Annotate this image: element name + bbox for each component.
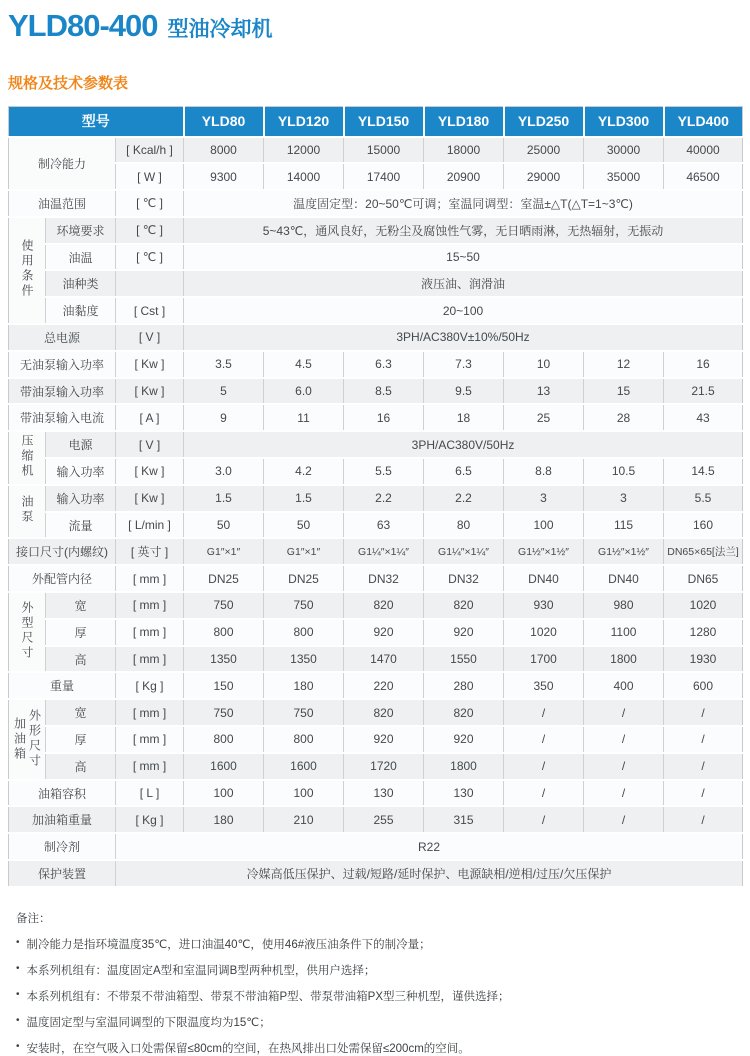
- value-cell: 9300: [184, 163, 264, 190]
- unit-cell: [ mm ]: [116, 619, 184, 646]
- row-label: 宽: [46, 592, 116, 619]
- value-cell: 46500: [664, 163, 743, 190]
- group-label: 使用条件: [20, 238, 34, 299]
- value-cell: 5: [184, 378, 264, 405]
- header-model-yld120: YLD120: [264, 107, 344, 137]
- group-label-tank: 加油箱: [12, 716, 27, 762]
- value-cell: 5.5: [344, 458, 424, 485]
- page-subtitle: 规格及技术参数表: [8, 75, 129, 92]
- note-item: [16, 1014, 742, 1030]
- value-cell: 20900: [424, 163, 504, 190]
- row-label: 制冷能力: [9, 137, 116, 191]
- value-cell: 11: [264, 404, 344, 431]
- value-cell: 14.5: [664, 458, 743, 485]
- value-cell: G1¼″×1¼″: [424, 538, 504, 565]
- value-cell: 12000: [264, 137, 344, 164]
- value-cell: /: [504, 726, 584, 753]
- group-outer-dimensions: [9, 592, 46, 672]
- row-main-power: [9, 324, 743, 351]
- value-cell: G1½″×1½″: [504, 538, 584, 565]
- note-text: 本系列机组有：温度固定A型和室温同调B型两种机型，供用户选择；: [26, 964, 376, 977]
- value-cell: /: [584, 780, 664, 807]
- value-cell: 8.8: [504, 458, 584, 485]
- unit-cell: [ ℃ ]: [116, 244, 184, 271]
- unit-cell: [116, 270, 184, 297]
- value-cell: G1¼″×1¼″: [344, 538, 424, 565]
- unit-cell: [ A ]: [116, 404, 184, 431]
- value-cell: 400: [584, 672, 664, 699]
- value-cell: 350: [504, 672, 584, 699]
- value-cell: 15000: [344, 137, 424, 164]
- row-label: 加油箱重量: [9, 806, 116, 833]
- value-cell: 1720: [344, 753, 424, 780]
- unit-cell: [ mm ]: [116, 592, 184, 619]
- span-value-cell: 3PH/AC380V/50Hz: [184, 431, 743, 458]
- unit-cell: [ V ]: [116, 324, 184, 351]
- row-input-current-with-pump: [9, 404, 743, 431]
- row-label: 高: [46, 646, 116, 673]
- value-cell: DN40: [584, 565, 664, 592]
- value-cell: 750: [184, 592, 264, 619]
- value-cell: 3: [504, 485, 584, 512]
- value-cell: /: [504, 753, 584, 780]
- row-label: 输入功率: [46, 458, 116, 485]
- row-label: 油箱容积: [9, 780, 116, 807]
- value-cell: 750: [184, 699, 264, 726]
- group-label-dims: 外形尺寸: [27, 709, 42, 770]
- unit-cell: [ Kw ]: [116, 378, 184, 405]
- value-cell: /: [504, 780, 584, 807]
- value-cell: 1350: [184, 646, 264, 673]
- row-tank-dim-height: [9, 753, 743, 780]
- row-label: 无油泵输入功率: [9, 351, 116, 378]
- value-cell: /: [584, 699, 664, 726]
- unit-cell: [ 英寸 ]: [116, 538, 184, 565]
- value-cell: 220: [344, 672, 424, 699]
- row-dim-height: [9, 646, 743, 673]
- value-cell: 255: [344, 806, 424, 833]
- value-cell: 800: [184, 619, 264, 646]
- value-cell: 1800: [424, 753, 504, 780]
- value-cell: 18: [424, 404, 504, 431]
- row-oil-temp: [9, 244, 743, 271]
- value-cell: 100: [264, 780, 344, 807]
- row-oil-viscosity: [9, 297, 743, 324]
- span-value-cell: 20~100: [184, 297, 743, 324]
- value-cell: 130: [424, 780, 504, 807]
- value-cell: 150: [184, 672, 264, 699]
- value-cell: /: [664, 780, 743, 807]
- row-label: 厚: [46, 726, 116, 753]
- row-label: 高: [46, 753, 116, 780]
- value-cell: 16: [344, 404, 424, 431]
- bullet-icon: •: [16, 962, 20, 974]
- note-item: [16, 962, 742, 978]
- row-compressor-power: [9, 431, 743, 458]
- value-cell: 16: [664, 351, 743, 378]
- value-cell: 160: [664, 512, 743, 539]
- row-label: 接口尺寸(内螺纹): [9, 538, 116, 565]
- row-label: 带油泵输入功率: [9, 378, 116, 405]
- row-oilpump-flow: [9, 512, 743, 539]
- value-cell: 1.5: [264, 485, 344, 512]
- header-model-yld80: YLD80: [184, 107, 264, 137]
- group-oil-pump: [9, 485, 46, 539]
- value-cell: 3.5: [184, 351, 264, 378]
- row-label: 保护装置: [9, 860, 116, 887]
- row-label: 油温: [46, 244, 116, 271]
- unit-cell: [ L/min ]: [116, 512, 184, 539]
- value-cell: /: [664, 806, 743, 833]
- value-cell: 820: [344, 592, 424, 619]
- unit-cell: [ Kw ]: [116, 351, 184, 378]
- row-label: 厚: [46, 619, 116, 646]
- value-cell: 920: [424, 726, 504, 753]
- value-cell: 920: [344, 619, 424, 646]
- span-value-cell: 15~50: [184, 244, 743, 271]
- spec-table: [8, 106, 743, 888]
- value-cell: 9: [184, 404, 264, 431]
- unit-cell: [ Kw ]: [116, 485, 184, 512]
- value-cell: 1020: [664, 592, 743, 619]
- note-text: 温度固定型与室温同调型的下限温度均为15℃；: [26, 1016, 271, 1029]
- value-cell: 50: [264, 512, 344, 539]
- value-cell: 820: [344, 699, 424, 726]
- value-cell: 13: [504, 378, 584, 405]
- header-model-yld150: YLD150: [344, 107, 424, 137]
- span-value-cell: R22: [116, 833, 743, 860]
- row-label: 带油泵输入电流: [9, 404, 116, 431]
- unit-cell: [ mm ]: [116, 726, 184, 753]
- row-label: 油温范围: [9, 190, 116, 217]
- value-cell: 25: [504, 404, 584, 431]
- value-cell: DN65×65[法兰]: [664, 538, 743, 565]
- span-value-cell: 温度固定型：20~50℃可调；室温同调型：室温±△T(△T=1~3℃): [184, 190, 743, 217]
- value-cell: G1″×1″: [264, 538, 344, 565]
- page-title: [8, 8, 742, 44]
- row-label: 外配管内径: [9, 565, 116, 592]
- value-cell: 8000: [184, 137, 264, 164]
- row-label: 重量: [9, 672, 116, 699]
- unit-cell: [ V ]: [116, 431, 184, 458]
- value-cell: 180: [264, 672, 344, 699]
- header-model-label: 型号: [9, 107, 184, 137]
- value-cell: 14000: [264, 163, 344, 190]
- value-cell: DN25: [264, 565, 344, 592]
- value-cell: DN32: [424, 565, 504, 592]
- value-cell: DN40: [504, 565, 584, 592]
- notes-title: 备注：: [16, 912, 51, 925]
- value-cell: 63: [344, 512, 424, 539]
- group-compressor: [9, 431, 46, 485]
- value-cell: 29000: [504, 163, 584, 190]
- row-outer-pipe-diameter: [9, 565, 743, 592]
- row-oilpump-input-power: [9, 485, 743, 512]
- value-cell: 5.5: [664, 485, 743, 512]
- value-cell: /: [584, 806, 664, 833]
- value-cell: 1100: [584, 619, 664, 646]
- value-cell: /: [584, 726, 664, 753]
- value-cell: 40000: [664, 137, 743, 164]
- header-model-yld400: YLD400: [664, 107, 743, 137]
- unit-cell: [ mm ]: [116, 753, 184, 780]
- value-cell: 28: [584, 404, 664, 431]
- row-protection-devices: [9, 860, 743, 887]
- value-cell: 920: [344, 726, 424, 753]
- value-cell: 6.0: [264, 378, 344, 405]
- value-cell: 1.5: [184, 485, 264, 512]
- value-cell: 210: [264, 806, 344, 833]
- value-cell: 50: [184, 512, 264, 539]
- value-cell: 100: [504, 512, 584, 539]
- value-cell: 2.2: [344, 485, 424, 512]
- value-cell: 315: [424, 806, 504, 833]
- row-dim-width: [9, 592, 743, 619]
- value-cell: 1020: [504, 619, 584, 646]
- value-cell: 1470: [344, 646, 424, 673]
- value-cell: 9.5: [424, 378, 504, 405]
- bullet-icon: •: [16, 1040, 20, 1052]
- value-cell: 1800: [584, 646, 664, 673]
- note-item: [16, 988, 742, 1004]
- row-tank-volume: [9, 780, 743, 807]
- row-weight: [9, 672, 743, 699]
- row-label: 宽: [46, 699, 116, 726]
- value-cell: 21.5: [664, 378, 743, 405]
- unit-cell: [ W ]: [116, 163, 184, 190]
- note-text: 本系列机组有：不带泵不带油箱型、带泵不带油箱P型、带泵带油箱PX型三种机型，谨供选择；: [26, 990, 510, 1003]
- row-refrigerant: [9, 833, 743, 860]
- row-label: 输入功率: [46, 485, 116, 512]
- span-value-cell: 3PH/AC380V±10%/50Hz: [184, 324, 743, 351]
- value-cell: 4.2: [264, 458, 344, 485]
- value-cell: 750: [264, 699, 344, 726]
- value-cell: 115: [584, 512, 664, 539]
- value-cell: 1350: [264, 646, 344, 673]
- value-cell: 800: [264, 619, 344, 646]
- unit-cell: [ Cst ]: [116, 297, 184, 324]
- value-cell: 800: [184, 726, 264, 753]
- row-oil-type: [9, 270, 743, 297]
- row-label: 油黏度: [46, 297, 116, 324]
- value-cell: 1930: [664, 646, 743, 673]
- value-cell: 43: [664, 404, 743, 431]
- row-tank-dim-depth: [9, 726, 743, 753]
- span-value-cell: 液压油、润滑油: [184, 270, 743, 297]
- value-cell: G1½″×1½″: [584, 538, 664, 565]
- value-cell: 8.5: [344, 378, 424, 405]
- value-cell: DN65: [664, 565, 743, 592]
- group-label: 油泵: [20, 495, 34, 526]
- group-usage-conditions: [9, 217, 46, 324]
- value-cell: /: [504, 806, 584, 833]
- value-cell: 2.2: [424, 485, 504, 512]
- value-cell: 100: [184, 780, 264, 807]
- note-text: 安装时，在空气吸入口处需保留≤80cm的空间，在热风排出口处需保留≤200cm的空间。: [26, 1042, 470, 1055]
- notes-section: [16, 910, 742, 1056]
- value-cell: 10: [504, 351, 584, 378]
- value-cell: 12: [584, 351, 664, 378]
- row-env-requirement: [9, 217, 743, 244]
- value-cell: 6.5: [424, 458, 504, 485]
- row-port-size: [9, 538, 743, 565]
- header-model-yld250: YLD250: [504, 107, 584, 137]
- value-cell: 18000: [424, 137, 504, 164]
- page-title-suffix: 型油冷却机: [167, 18, 273, 41]
- unit-cell: [ Kg ]: [116, 672, 184, 699]
- value-cell: 15: [584, 378, 664, 405]
- row-label: 电源: [46, 431, 116, 458]
- unit-cell: [ Kcal/h ]: [116, 137, 184, 164]
- value-cell: 1600: [184, 753, 264, 780]
- value-cell: 980: [584, 592, 664, 619]
- value-cell: 800: [264, 726, 344, 753]
- value-cell: /: [664, 753, 743, 780]
- value-cell: 6.3: [344, 351, 424, 378]
- row-label: 油种类: [46, 270, 116, 297]
- span-value-cell: 冷媒高低压保护、过载/短路/延时保护、电源缺相/逆相/过压/欠压保护: [116, 860, 743, 887]
- value-cell: /: [504, 699, 584, 726]
- row-input-power-no-pump: [9, 351, 743, 378]
- value-cell: 4.5: [264, 351, 344, 378]
- value-cell: 30000: [584, 137, 664, 164]
- note-text: 制冷能力是指环境温度35℃，进口油温40℃，使用46#液压油条件下的制冷量；: [26, 938, 431, 951]
- header-model-yld300: YLD300: [584, 107, 664, 137]
- value-cell: 1550: [424, 646, 504, 673]
- value-cell: 17400: [344, 163, 424, 190]
- value-cell: 820: [424, 699, 504, 726]
- row-cooling-capacity-kcal: [9, 137, 743, 164]
- bullet-icon: •: [16, 1014, 20, 1026]
- value-cell: /: [664, 726, 743, 753]
- value-cell: 10.5: [584, 458, 664, 485]
- value-cell: 3: [584, 485, 664, 512]
- value-cell: 820: [424, 592, 504, 619]
- row-label: 总电源: [9, 324, 116, 351]
- row-input-power-with-pump: [9, 378, 743, 405]
- row-label: 流量: [46, 512, 116, 539]
- unit-cell: [ mm ]: [116, 565, 184, 592]
- row-with-tank-weight: [9, 806, 743, 833]
- value-cell: 35000: [584, 163, 664, 190]
- span-value-cell: 5~43℃，通风良好，无粉尘及腐蚀性气雾，无日晒雨淋，无热辐射，无振动: [184, 217, 743, 244]
- value-cell: DN25: [184, 565, 264, 592]
- unit-cell: [ ℃ ]: [116, 190, 184, 217]
- row-dim-depth: [9, 619, 743, 646]
- unit-cell: [ mm ]: [116, 699, 184, 726]
- group-with-tank-dimensions: [9, 699, 46, 779]
- group-label: 外型尺寸: [20, 600, 34, 661]
- unit-cell: [ Kw ]: [116, 458, 184, 485]
- unit-cell: [ mm ]: [116, 646, 184, 673]
- value-cell: 25000: [504, 137, 584, 164]
- bullet-icon: •: [16, 988, 20, 1000]
- value-cell: 1700: [504, 646, 584, 673]
- value-cell: 80: [424, 512, 504, 539]
- row-compressor-input-power: [9, 458, 743, 485]
- value-cell: 600: [664, 672, 743, 699]
- row-label: 制冷剂: [9, 833, 116, 860]
- value-cell: /: [664, 699, 743, 726]
- value-cell: 7.3: [424, 351, 504, 378]
- row-oil-temp-range: [9, 190, 743, 217]
- value-cell: 280: [424, 672, 504, 699]
- value-cell: 930: [504, 592, 584, 619]
- value-cell: 920: [424, 619, 504, 646]
- value-cell: 1600: [264, 753, 344, 780]
- value-cell: 1280: [664, 619, 743, 646]
- note-item: [16, 1040, 742, 1056]
- unit-cell: [ Kg ]: [116, 806, 184, 833]
- row-label: 环境要求: [46, 217, 116, 244]
- row-tank-dim-width: [9, 699, 743, 726]
- header-model-yld180: YLD180: [424, 107, 504, 137]
- bullet-icon: •: [16, 936, 20, 948]
- table-header-row: [9, 107, 743, 137]
- unit-cell: [ L ]: [116, 780, 184, 807]
- note-item: [16, 936, 742, 952]
- page-title-model: YLD80-400: [8, 8, 158, 43]
- value-cell: G1″×1″: [184, 538, 264, 565]
- unit-cell: [ ℃ ]: [116, 217, 184, 244]
- value-cell: /: [584, 753, 664, 780]
- value-cell: DN32: [344, 565, 424, 592]
- group-label: 压缩机: [20, 434, 34, 480]
- value-cell: 3.0: [184, 458, 264, 485]
- value-cell: 750: [264, 592, 344, 619]
- row-cooling-capacity-w: [9, 163, 743, 190]
- value-cell: 180: [184, 806, 264, 833]
- value-cell: 130: [344, 780, 424, 807]
